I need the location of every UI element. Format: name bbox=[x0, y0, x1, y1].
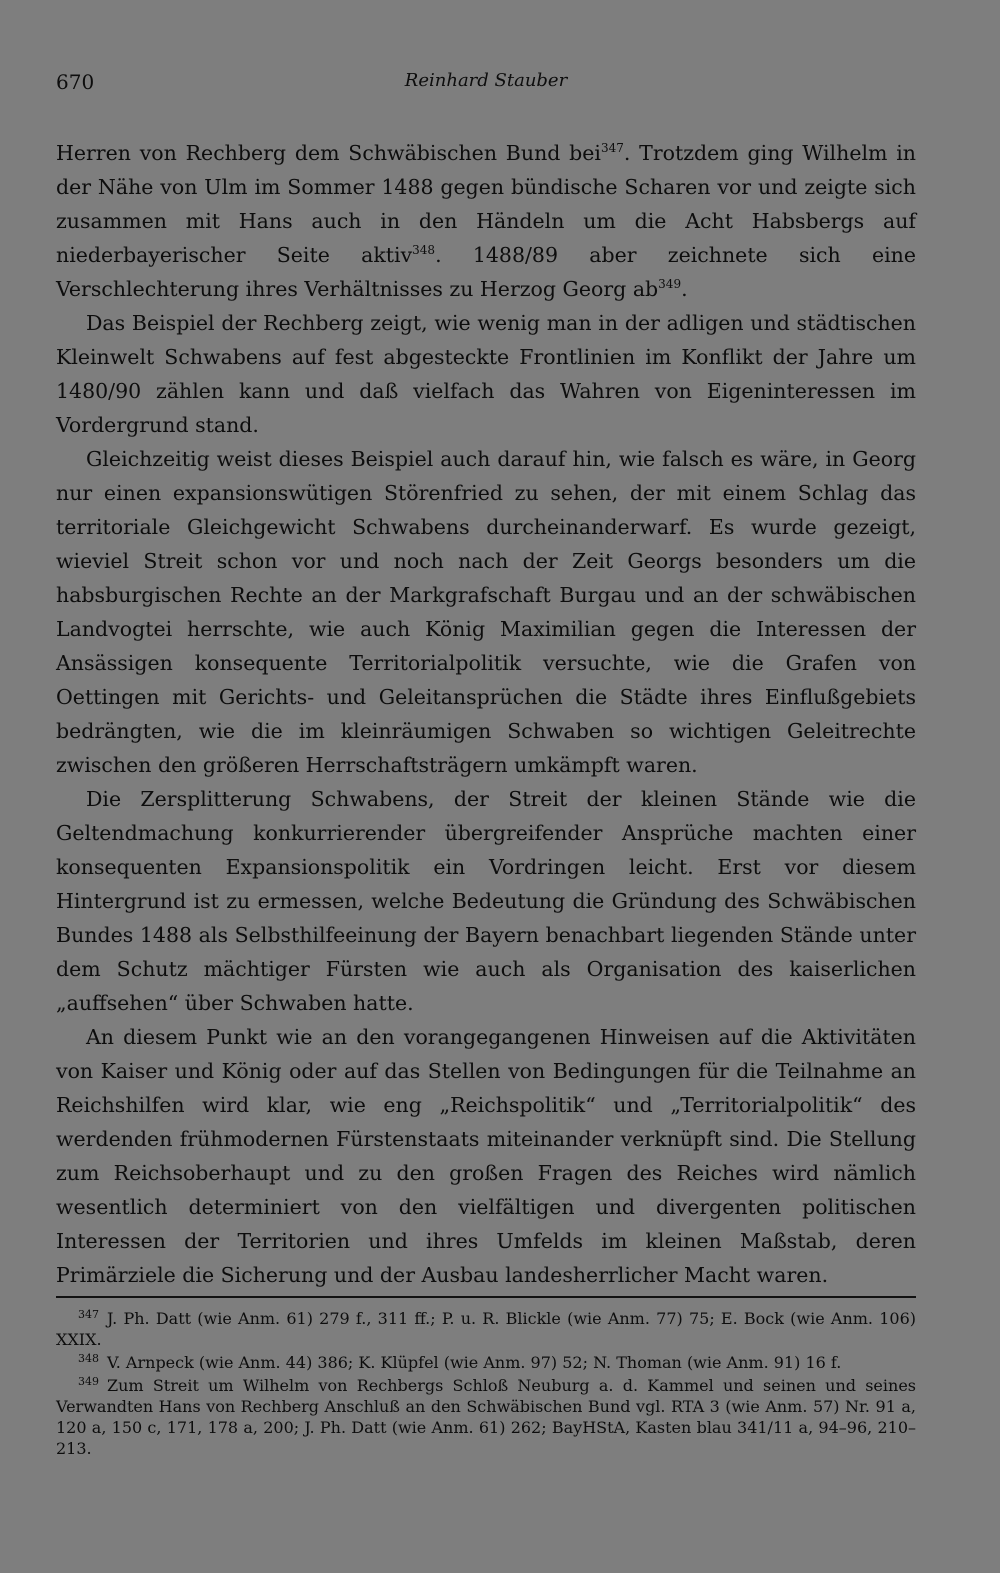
footnote-number: 348 bbox=[78, 1352, 99, 1365]
paragraph-text: . bbox=[681, 277, 688, 301]
footnotes bbox=[56, 1308, 916, 1461]
paragraph bbox=[56, 136, 916, 306]
footnote-text: J. Ph. Datt (wie Anm. 61) 279 f., 311 ff.; P. u. R. Blickle (wie Anm. 77) 75; E. Bock (wie Anm. 106) XXIX. bbox=[56, 1309, 916, 1349]
running-title: Reinhard Stauber bbox=[404, 70, 568, 91]
footnote-number: 349 bbox=[78, 1375, 99, 1388]
footnote-text: Zum Streit um Wilhelm von Rechbergs Schloß Neuburg a. d. Kammel und seinen und seines Verwandten Hans von Rechberg Anschluß an den Schwäbischen Bund vgl. RTA 3 (wie Anm. 57) Nr. 91 a, 120 a, 150 c, 171, 178 a, 200; J. Ph. Datt (wie Anm. 61) 262; BayHStA, Kasten blau 341/11 a, 94–96, 210–213. bbox=[56, 1376, 916, 1458]
footnote bbox=[56, 1375, 916, 1459]
paragraph-text: Das Beispiel der Rechberg zeigt, wie wenig man in der adligen und städtischen Kleinwelt Schwabens auf fest abgesteckte Frontlinien im Konflikt der Jahre um 1480/90 zählen kann und daß vielfach das Wahren von Eigeninteressen im Vordergrund stand. bbox=[56, 311, 916, 437]
page-number: 670 bbox=[56, 70, 95, 94]
paragraph-text: Gleichzeitig weist dieses Beispiel auch darauf hin, wie falsch es wäre, in Georg nur einen expansionswütigen Störenfried zu sehen, der mit einem Schlag das territoriale Gleichgewicht Schwabens durcheinanderwarf. Es wurde gezeigt, wieviel Streit schon vor und noch nach der Zeit Georgs besonders um die habsburgischen Rechte an der Markgrafschaft Burgau und an der schwäbischen Landvogtei herrschte, wie auch König Maximilian gegen die Interessen der Ansässigen konsequente Territorialpolitik versuchte, wie die Grafen von Oettingen mit Gerichts- und Geleitansprüchen die Städte ihres Einflußgebiets bedrängten, wie die im kleinräumigen Schwaben so wichtigen Geleitrechte zwischen den größeren Herrschaftsträgern umkämpft waren. bbox=[56, 447, 916, 777]
body-text bbox=[56, 136, 916, 1292]
footnote-reference[interactable]: 348 bbox=[412, 243, 436, 257]
paragraph-text: An diesem Punkt wie an den vorangegangenen Hinweisen auf die Aktivitäten von Kaiser und König oder auf das Stellen von Bedingungen für die Teilnahme an Reichshilfen wird klar, wie eng „Reichspolitik“ und „Territorialpolitik“ des werdenden frühmodernen Fürstenstaats miteinander verknüpft sind. Die Stellung zum Reichsoberhaupt und zu den großen Fragen des Reiches wird nämlich wesentlich determiniert von den vielfältigen und divergenten politischen Interessen der Territorien und ihres Umfelds im kleinen Maßstab, deren Primärziele die Sicherung und der Ausbau landesherrlicher Macht waren. bbox=[56, 1025, 916, 1287]
paragraph bbox=[56, 1020, 916, 1292]
footnote bbox=[56, 1352, 916, 1373]
footnote-reference[interactable]: 349 bbox=[658, 277, 682, 291]
footnote-rule bbox=[56, 1296, 916, 1298]
paragraph bbox=[56, 442, 916, 782]
footnote-text: V. Arnpeck (wie Anm. 44) 386; K. Klüpfel (wie Anm. 97) 52; N. Thoman (wie Anm. 91) 16 f. bbox=[107, 1353, 842, 1372]
paragraph-text: . Trotzdem ging Wilhelm in der Nähe von Ulm im Sommer 1488 gegen bündische Scharen vor und zeigte sich zusammen mit Hans auch in den Händeln um die Acht Habsbergs auf niederbayerischer Seite aktiv bbox=[56, 141, 916, 267]
footnote-reference[interactable]: 347 bbox=[600, 141, 624, 155]
paragraph-text: Herren von Rechberg dem Schwäbischen Bund bei bbox=[56, 141, 601, 165]
paragraph bbox=[56, 306, 916, 442]
footnote-number: 347 bbox=[78, 1308, 99, 1321]
paragraph bbox=[56, 782, 916, 1020]
footnote bbox=[56, 1308, 916, 1350]
page-header bbox=[56, 70, 916, 106]
paragraph-text: Die Zersplitterung Schwabens, der Streit der kleinen Stände wie die Geltendmachung konkurrierender übergreifender Ansprüche machten einer konsequenten Expansionspolitik ein Vordringen leicht. Erst vor diesem Hintergrund ist zu ermessen, welche Bedeutung die Gründung des Schwäbischen Bundes 1488 als Selbsthilfeeinung der Bayern benachbart liegenden Stände unter dem Schutz mächtiger Fürsten wie auch als Organisation des kaiserlichen „auffsehen“ über Schwaben hatte. bbox=[56, 787, 916, 1015]
paragraph-text: . 1488/89 aber zeichnete sich eine Verschlechterung ihres Verhältnisses zu Herzog Georg ab bbox=[56, 243, 916, 301]
